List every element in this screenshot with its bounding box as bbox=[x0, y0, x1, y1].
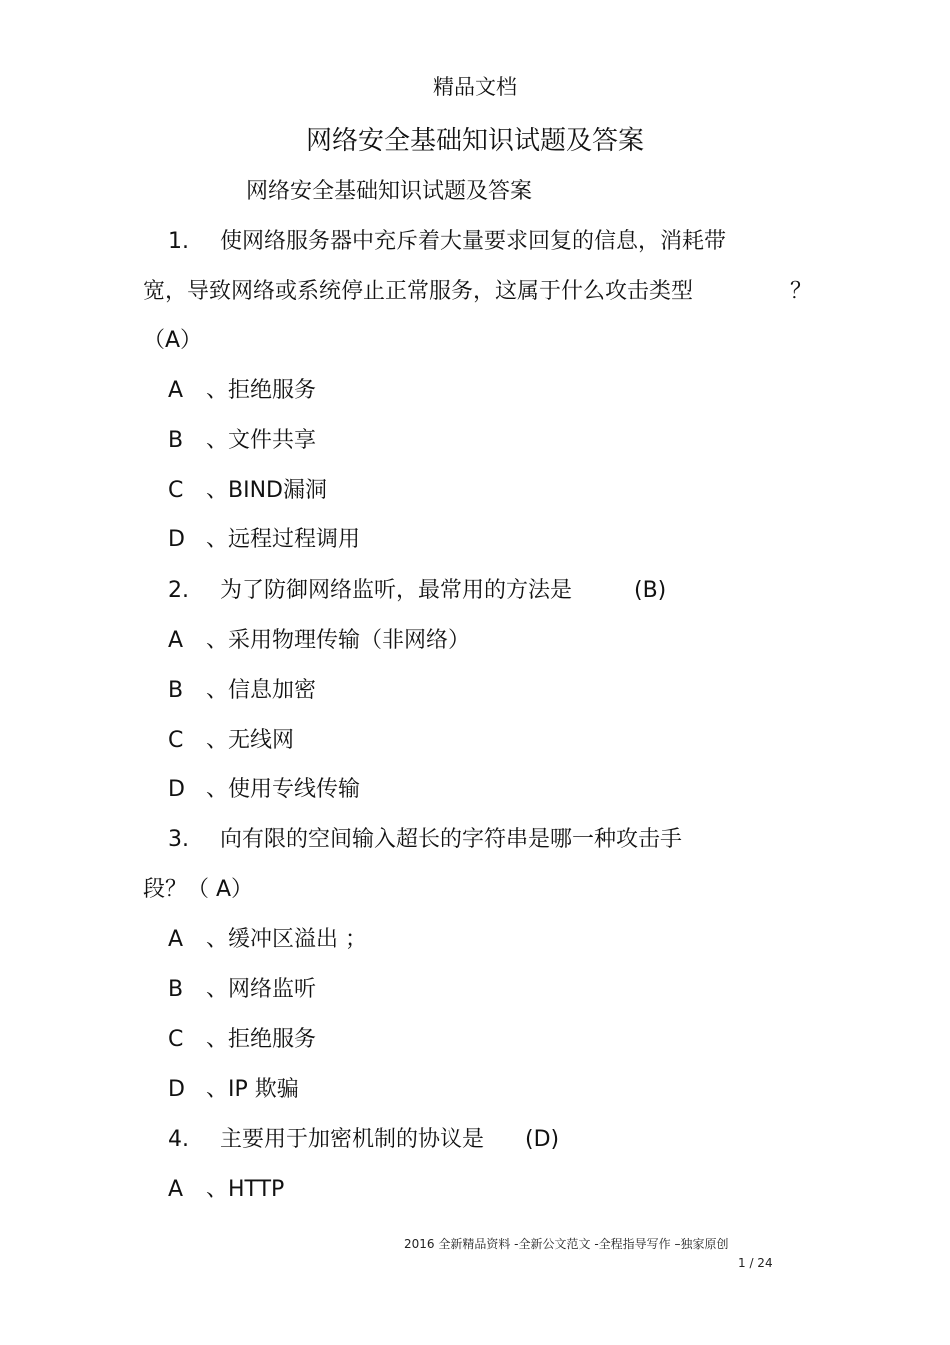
option-letter: D bbox=[168, 1077, 185, 1102]
option-letter: C bbox=[168, 728, 184, 753]
page-number: 1 / 24 bbox=[738, 1256, 773, 1270]
option-text: 、HTTP bbox=[206, 1177, 285, 1202]
question-text: 段？（ A） bbox=[143, 877, 254, 902]
option-letter: A bbox=[168, 1177, 184, 1202]
question-number: 3. bbox=[168, 827, 189, 852]
option-letter: D bbox=[168, 777, 185, 802]
option-item bbox=[168, 676, 316, 706]
document-title: 网络安全基础知识试题及答案 bbox=[305, 126, 644, 156]
option-letter: C bbox=[168, 1027, 184, 1052]
question-answer: (B) bbox=[634, 578, 667, 603]
option-item bbox=[168, 1075, 299, 1105]
question-number: 2. bbox=[168, 578, 189, 603]
question-text: 主要用于加密机制的协议是 bbox=[220, 1127, 485, 1152]
question-number: 1. bbox=[168, 229, 189, 254]
option-letter: A bbox=[168, 378, 184, 403]
question-mark: ？ bbox=[790, 279, 813, 304]
option-item bbox=[168, 525, 360, 555]
page-header: 精品文档 bbox=[433, 75, 517, 99]
option-item bbox=[168, 376, 316, 406]
option-item bbox=[168, 426, 316, 456]
option-letter: B bbox=[168, 428, 184, 453]
document-subtitle: 网络安全基础知识试题及答案 bbox=[246, 179, 533, 204]
question-3-continuation bbox=[143, 875, 253, 905]
option-text: 、无线网 bbox=[206, 728, 295, 753]
option-item bbox=[168, 1025, 316, 1055]
option-text: 、IP 欺骗 bbox=[206, 1077, 299, 1102]
option-text: 、信息加密 bbox=[206, 678, 317, 703]
question-text: 向有限的空间输入超长的字符串是哪一种攻击手 bbox=[220, 827, 683, 852]
option-text: 、缓冲区溢出 ； bbox=[206, 927, 367, 952]
option-item bbox=[168, 476, 327, 506]
question-text: 宽，导致网络或系统停止正常服务，这属于什么攻击类型 bbox=[143, 279, 694, 304]
question-4 bbox=[168, 1125, 484, 1155]
question-answer: (D) bbox=[525, 1127, 560, 1152]
question-number: 4. bbox=[168, 1127, 189, 1152]
option-item bbox=[168, 1175, 284, 1205]
option-text: 、拒绝服务 bbox=[206, 1027, 317, 1052]
option-text: 、使用专线传输 bbox=[206, 777, 361, 802]
option-item bbox=[168, 775, 360, 805]
question-1 bbox=[168, 227, 726, 257]
option-letter: C bbox=[168, 478, 184, 503]
option-letter: B bbox=[168, 678, 184, 703]
question-3 bbox=[168, 825, 682, 855]
option-text: 、网络监听 bbox=[206, 977, 317, 1002]
option-item bbox=[168, 626, 470, 656]
option-item bbox=[168, 975, 316, 1005]
option-item bbox=[168, 925, 367, 955]
question-text: 使网络服务器中充斥着大量要求回复的信息，消耗带 bbox=[220, 229, 727, 254]
option-text: 、拒绝服务 bbox=[206, 378, 317, 403]
question-1-continuation bbox=[143, 277, 693, 307]
option-letter: D bbox=[168, 527, 185, 552]
question-2 bbox=[168, 576, 572, 606]
option-text: 、采用物理传输（非网络） bbox=[206, 628, 471, 653]
footer-text: 2016 全新精品资料 -全新公文范文 -全程指导写作 –独家原创 bbox=[404, 1237, 729, 1251]
option-letter: B bbox=[168, 977, 184, 1002]
option-text: 、远程过程调用 bbox=[206, 527, 361, 552]
question-answer: （A） bbox=[143, 328, 203, 353]
option-text: 、BIND漏洞 bbox=[206, 478, 327, 503]
option-letter: A bbox=[168, 628, 184, 653]
option-letter: A bbox=[168, 927, 184, 952]
option-text: 、文件共享 bbox=[206, 428, 317, 453]
option-item bbox=[168, 726, 294, 756]
question-text: 为了防御网络监听，最常用的方法是 bbox=[220, 578, 573, 603]
